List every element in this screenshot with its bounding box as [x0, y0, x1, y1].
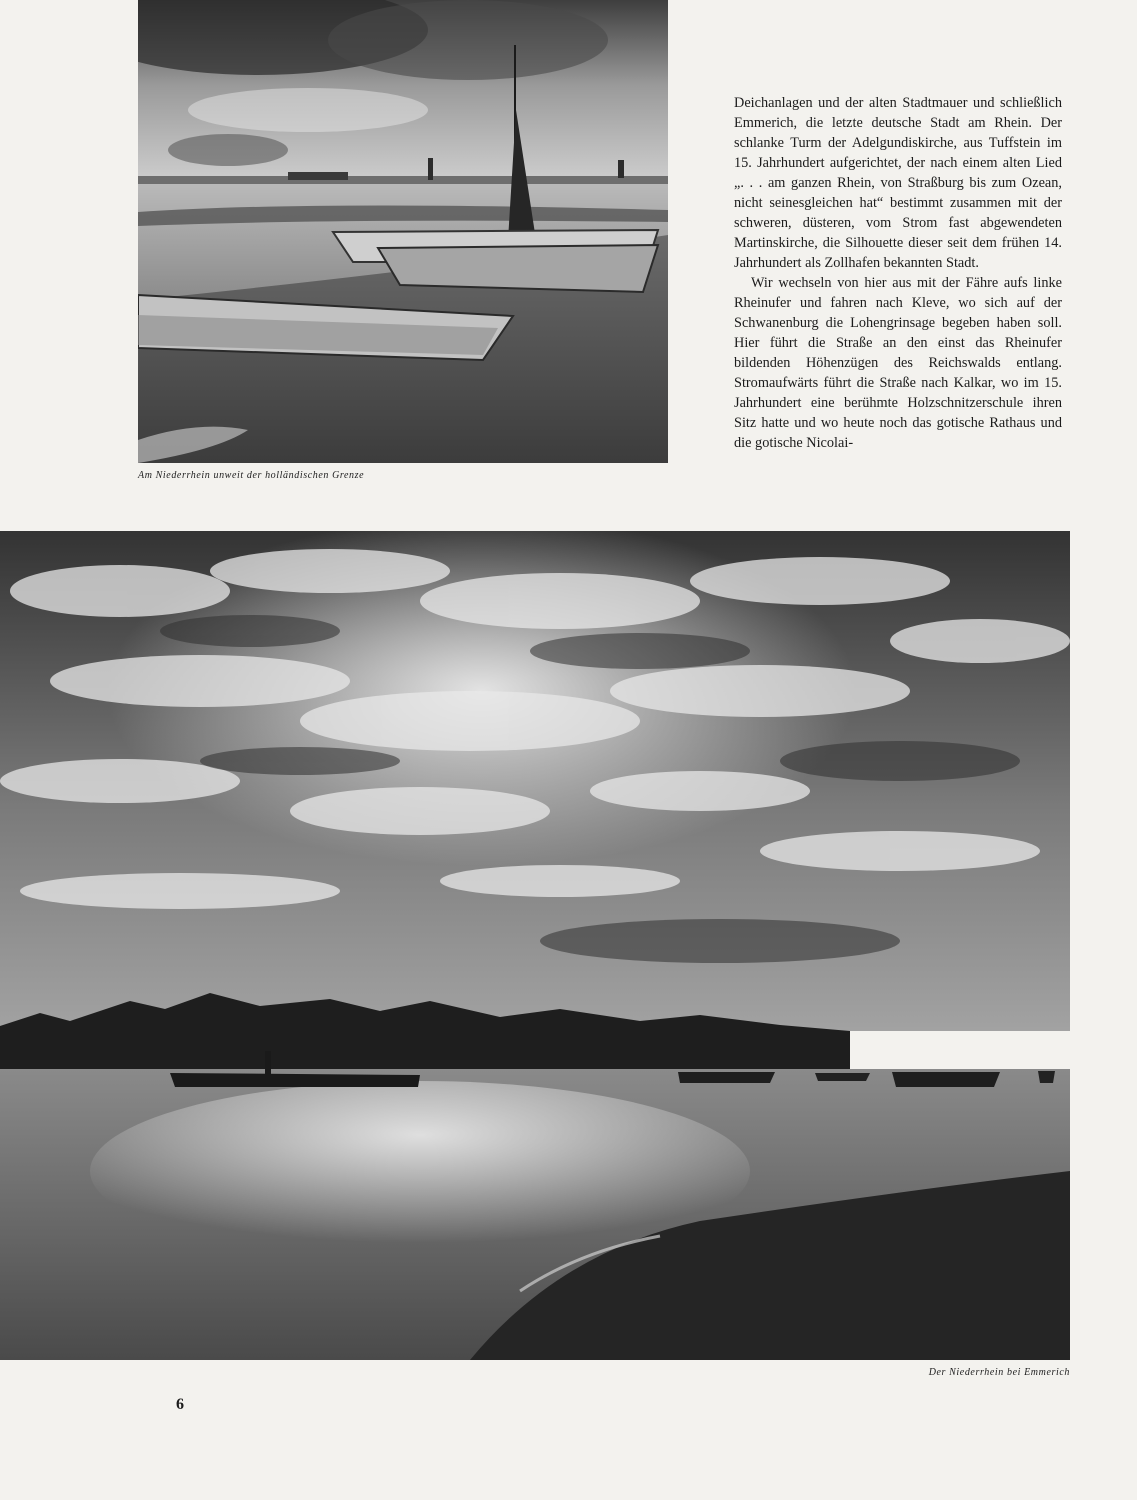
body-text — [734, 93, 1062, 453]
paragraph: Wir wechseln von hier aus mit der Fähre aufs linke Rheinufer und fahren nach Kleve, wo sich auf der Schwanenburg die Lohengrinsage begeben haben soll. Hier führt die Straße an den einst das Rheinufer bildenden Höhenzügen des Reichswalds entlang. Stromaufwärts führt die Straße nach Kalkar, wo im 15. Jahrhundert eine berühmte Holzschnitzerschule ihren Sitz hatte und wo heute noch das gotische Rathaus und die gotische Nicolai- — [734, 275, 1062, 451]
paragraph: Deichanlagen und der alten Stadtmauer und schließlich Emmerich, die letzte deutsche Stadt am Rhein. Der schlanke Turm der Adelgundiskirche, aus Tuffstein im 15. Jahrhundert aufgerichtet, der nach einem alten Lied „. . . am ganzen Rhein, von Straßburg bis zum Ozean, nicht seinesgleichen hat“ bestimmt zusammen mit der schweren, düsteren, vom Strom fast abgewendeten Martinskirche, die Silhouette dieser seit dem frühen 14. Jahrhundert als Zollhafen bekannten Stadt. — [734, 95, 1062, 271]
figure-caption: Der Niederrhein bei Emmerich — [928, 1367, 1070, 1378]
rhine-emmerich-photo — [0, 531, 1070, 1360]
page-number: 6 — [176, 1396, 184, 1413]
figure-caption: Am Niederrhein unweit der holländischen Grenze — [138, 470, 365, 481]
riverbank-boats-photo — [138, 0, 668, 463]
